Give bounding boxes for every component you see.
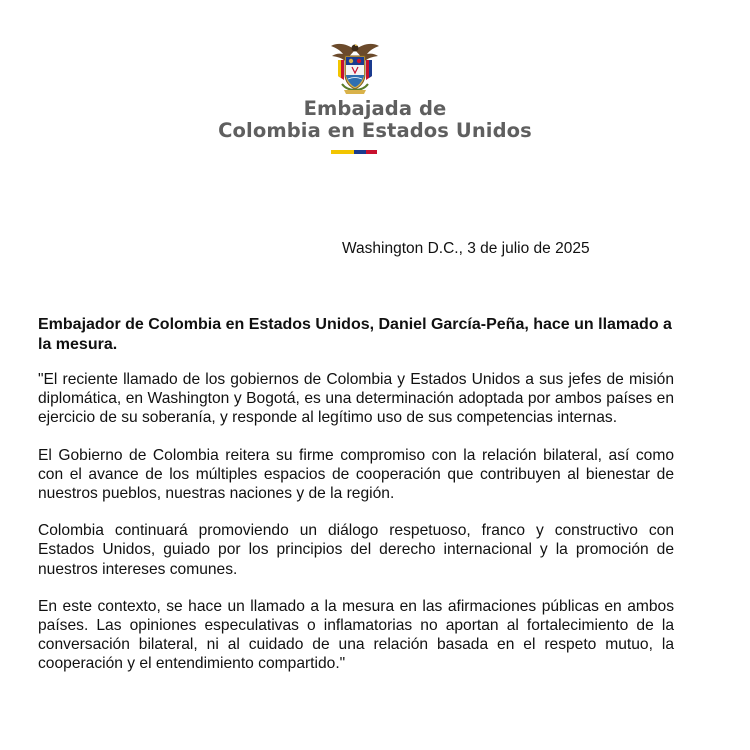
flag-stripe-blue — [354, 150, 366, 154]
embassy-title-line1: Embajada de — [303, 97, 447, 120]
embassy-title — [0, 98, 750, 142]
colombia-flag-bar — [331, 150, 377, 154]
headline: Embajador de Colombia en Estados Unidos, Daniel García-Peña, hace un llamado a la mesura. — [38, 316, 672, 353]
paragraph: Colombia continuará promoviendo un diálogo respetuoso, franco y constructivo con Estados Unidos, guiado por los principios del derecho internacional y la promoción de nuestros intereses comunes. — [38, 522, 674, 578]
embassy-title-line2: Colombia en Estados Unidos — [218, 119, 532, 142]
date-line: Washington D.C., 3 de julio de 2025 — [342, 240, 590, 257]
paragraph: El Gobierno de Colombia reitera su firme compromiso con la relación bilateral, así como con el avance de los múltiples espacios de cooperación que contribuyen al bienestar de nuestros pueblos, nuestras naciones y de la región. — [38, 446, 674, 503]
flag-stripe-red — [366, 150, 377, 154]
colombia-coat-of-arms-icon — [330, 40, 380, 96]
paragraph: "El reciente llamado de los gobiernos de Colombia y Estados Unidos a sus jefes de misión diplomática, en Washington y Bogotá, es una determinación adoptada por ambos países en ejercicio de su soberanía, y responde al legítimo uso de sus competencias internas. — [38, 371, 674, 427]
flag-stripe-yellow — [331, 150, 354, 154]
paragraph: En este contexto, se hace un llamado a la mesura en las afirmaciones públicas en ambos países. Las opiniones especulativas o inflamatorias no aportan al fortalecimiento de la conversación bilateral, ni al cuidado de una relación basada en el respeto mutuo, la cooperación y el entendimiento compartido." — [38, 597, 674, 673]
press-release-body — [38, 315, 674, 692]
